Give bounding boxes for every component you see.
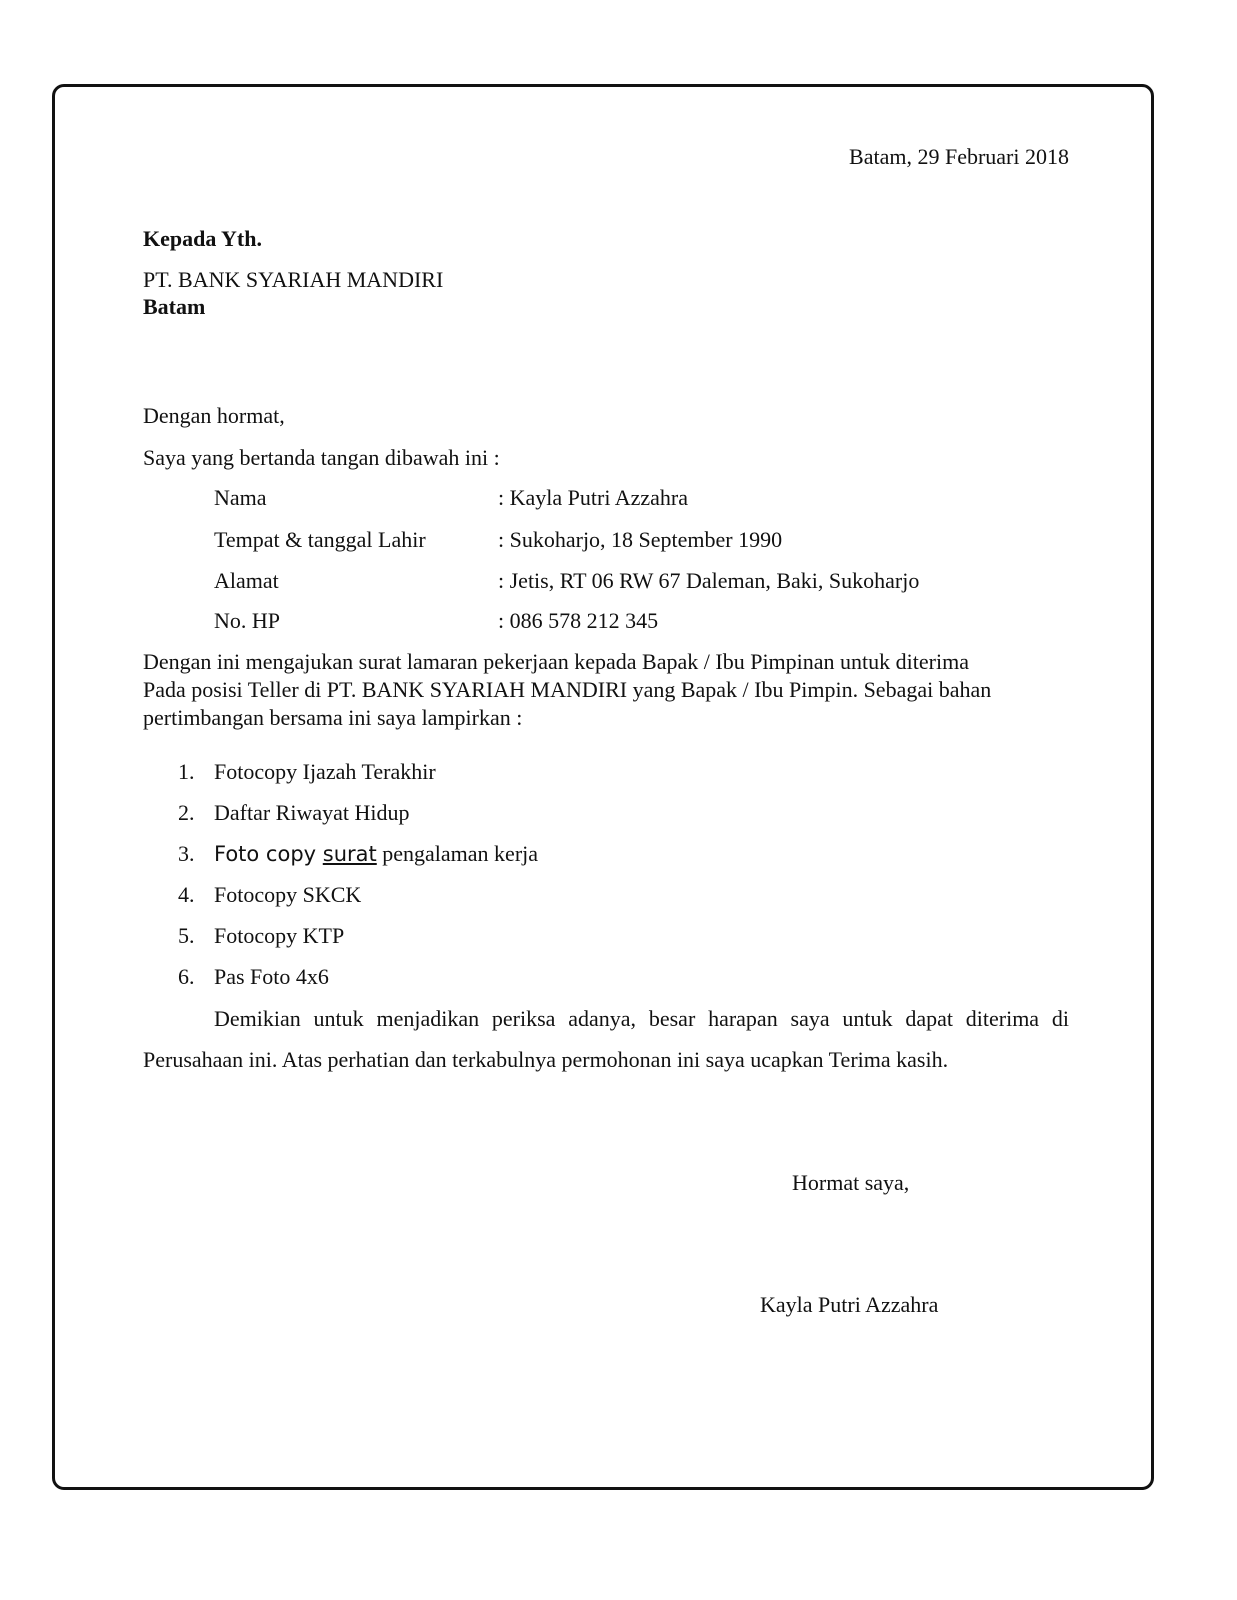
date-line: Batam, 29 Februari 2018 [849, 144, 1069, 169]
list-number: 5. [178, 923, 195, 948]
detail-value: : 086 578 212 345 [498, 608, 659, 633]
list-item-part: Foto copy [214, 842, 323, 866]
recipient-salutation: Kepada Yth. [143, 226, 262, 251]
list-item: Fotocopy KTP [214, 923, 345, 948]
list-number: 6. [178, 964, 195, 989]
closing-line: Perusahaan ini. Atas perhatian dan terkabulnya permohonan ini saya ucapkan Terima kasih. [143, 1047, 949, 1072]
detail-label: Nama [214, 485, 267, 510]
list-item: Fotocopy SKCK [214, 882, 362, 907]
greeting: Dengan hormat, [143, 403, 285, 428]
body-line: pertimbangan bersama ini saya lampirkan : [143, 705, 523, 730]
list-item [214, 841, 538, 867]
list-number: 1. [178, 759, 195, 784]
detail-label: Tempat & tanggal Lahir [214, 527, 426, 552]
list-item: Daftar Riwayat Hidup [214, 800, 410, 825]
body-line: Dengan ini mengajukan surat lamaran pekerjaan kepada Bapak / Ibu Pimpinan untuk diterima [143, 649, 969, 674]
body-line: Pada posisi Teller di PT. BANK SYARIAH MANDIRI yang Bapak / Ibu Pimpin. Sebagai bahan [143, 677, 992, 702]
recipient-company: PT. BANK SYARIAH MANDIRI [143, 267, 444, 292]
list-number: 3. [178, 841, 195, 866]
list-item-part-underlined: surat [322, 842, 377, 866]
signoff: Hormat saya, [792, 1170, 910, 1195]
list-number: 4. [178, 882, 195, 907]
list-item: Fotocopy Ijazah Terakhir [214, 759, 436, 784]
closing-line: Demikian untuk menjadikan periksa adanya, besar harapan saya untuk dapat diterima di [214, 1006, 1069, 1031]
page-border [52, 84, 1154, 1490]
detail-value: : Kayla Putri Azzahra [498, 485, 688, 510]
recipient-city: Batam [143, 294, 206, 319]
detail-label: Alamat [214, 568, 279, 593]
list-item: Pas Foto 4x6 [214, 964, 329, 989]
detail-value: : Jetis, RT 06 RW 67 Daleman, Baki, Sukoharjo [498, 568, 920, 593]
list-item-part: pengalaman kerja [376, 841, 539, 866]
detail-label: No. HP [214, 608, 281, 633]
intro: Saya yang bertanda tangan dibawah ini : [143, 445, 500, 470]
list-number: 2. [178, 800, 195, 825]
detail-value: : Sukoharjo, 18 September 1990 [498, 527, 783, 552]
signature-name: Kayla Putri Azzahra [760, 1292, 939, 1317]
